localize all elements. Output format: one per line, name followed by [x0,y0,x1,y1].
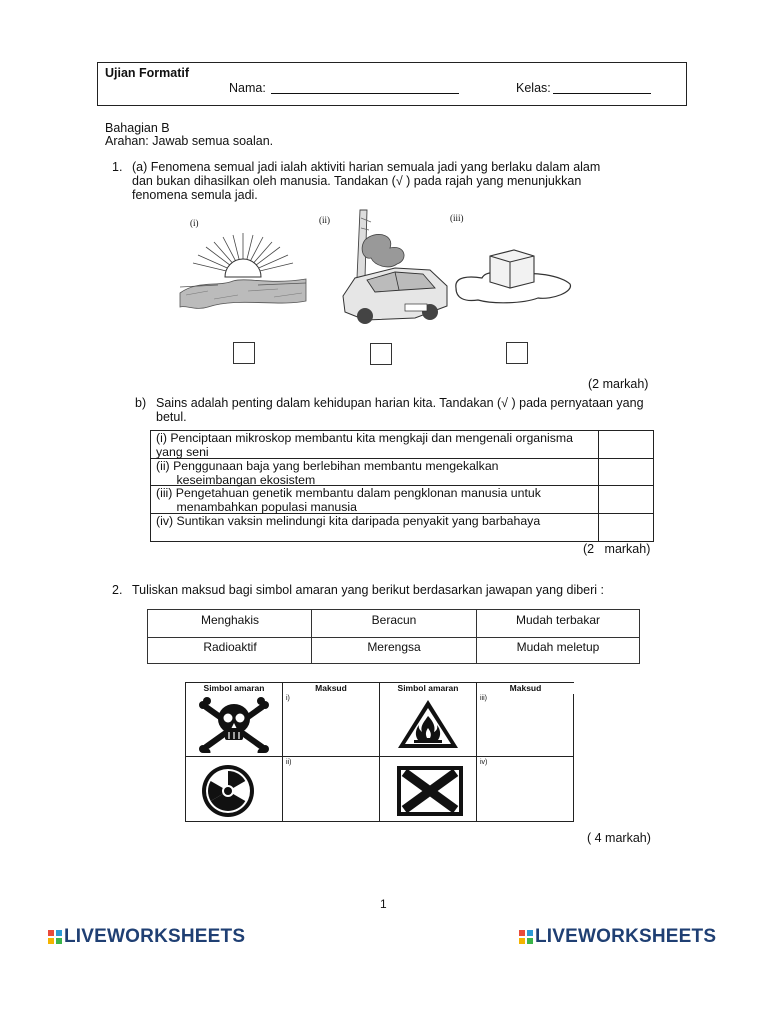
checkbox-image-iii[interactable] [506,342,528,364]
q1-number: 1. [112,160,123,174]
word-bank-table [147,609,640,664]
statement-table [150,430,654,542]
word-menghakis: Menghakis [200,613,260,627]
section-instruction: Arahan: Jawab semua soalan. [105,134,274,148]
answer-label-i: i) [286,695,290,702]
symbol-table [185,682,574,822]
statement-text: (iv) Suntikan vaksin melindungi kita daripada penyakit yang barbahaya [156,514,541,528]
answer-label-ii: ii) [286,759,292,766]
word-beracun: Beracun [371,613,417,627]
kelas-label: Kelas: [516,81,551,95]
word-mudah-terbakar: Mudah terbakar [515,613,601,627]
answer-label-iv: iv) [480,759,488,766]
q1a-line3: fenomena semula jadi. [132,188,258,202]
q1b-line2: betul. [156,410,187,424]
radioactive-icon [200,763,256,819]
statement-text: (i) Penciptaan mikroskop membantu kita mengkaji dan mengenali organisma yang seni [156,431,573,459]
kelas-input-line[interactable] [553,93,651,94]
nama-label: Nama: [229,81,266,95]
q1a-line2: dan bukan dihasilkan oleh manusia. Tandakan (√ ) pada rajah yang menunjukkan [132,174,582,188]
checkbox-image-i[interactable] [233,342,255,364]
brand-text: LIVEWORKSHEETS [64,926,246,947]
answer-field-iv[interactable] [480,767,568,817]
car-crash-icon [335,208,455,326]
tick-cell-iv[interactable] [598,514,655,542]
liveworksheets-mark-icon [48,930,62,944]
header-maksud-2: Maksud [477,683,574,694]
table-row [151,514,653,542]
tick-cell-iii[interactable] [598,486,655,513]
q1b-label: b) [135,396,147,410]
flammable-icon [396,698,460,750]
q2-number: 2. [112,583,123,597]
answer-field-ii[interactable] [286,767,372,817]
table-row [151,431,653,459]
image-label-iii: (iii) [450,213,464,223]
q1a-marks: (2 markah) [588,377,649,391]
answer-field-iii[interactable] [480,703,568,751]
image-label-ii: (ii) [319,215,330,225]
answer-label-iii: iii) [480,695,487,702]
melting-ice-icon [452,240,574,308]
header-maksud-1: Maksud [283,683,379,694]
liveworksheets-mark-icon [519,930,533,944]
q1b-line1: Sains adalah penting dalam kehidupan harian kita. Tandakan (√ ) pada pernyataan yang [156,396,644,410]
table-row [151,459,653,486]
page-number: 1 [380,897,387,911]
skull-crossbones-icon [198,697,270,753]
header-simbol-1: Simbol amaran [186,683,282,694]
tick-cell-ii[interactable] [598,459,655,485]
nama-input-line[interactable] [271,93,459,94]
statement-text: (ii) Penggunaan baja yang berlebihan membantu mengekalkan keseimbangan ekosistem [156,459,499,487]
word-mudah-meletup: Mudah meletup [516,640,600,654]
answer-field-i[interactable] [286,703,372,751]
harmful-x-icon [396,765,464,817]
word-radioaktif: Radioaktif [203,640,257,654]
liveworksheets-logo-left [48,926,245,948]
header-simbol-2: Simbol amaran [380,683,476,694]
q2-marks: ( 4 markah) [587,831,651,845]
tick-cell-i[interactable] [598,431,655,458]
word-merengsa: Merengsa [367,640,421,654]
statement-text: (iii) Pengetahuan genetik membantu dalam pengklonan manusia untuk menambahkan populasi manusia [156,486,541,514]
section-title: Bahagian B [105,121,170,135]
q2-text: Tuliskan maksud bagi simbol amaran yang berikut berdasarkan jawapan yang diberi : [132,583,605,597]
q1a-line1: (a) Fenomena semual jadi ialah aktiviti harian semuala jadi yang berlaku dalam alam [132,160,601,174]
table-row [151,486,653,514]
worksheet-title: Ujian Formatif [105,66,190,80]
checkbox-image-ii[interactable] [370,343,392,365]
image-label-i: (i) [190,218,199,228]
sunrise-icon [178,225,308,320]
q1b-marks: (2 markah) [583,542,651,556]
brand-text: LIVEWORKSHEETS [535,926,717,947]
liveworksheets-logo-right [519,926,716,948]
